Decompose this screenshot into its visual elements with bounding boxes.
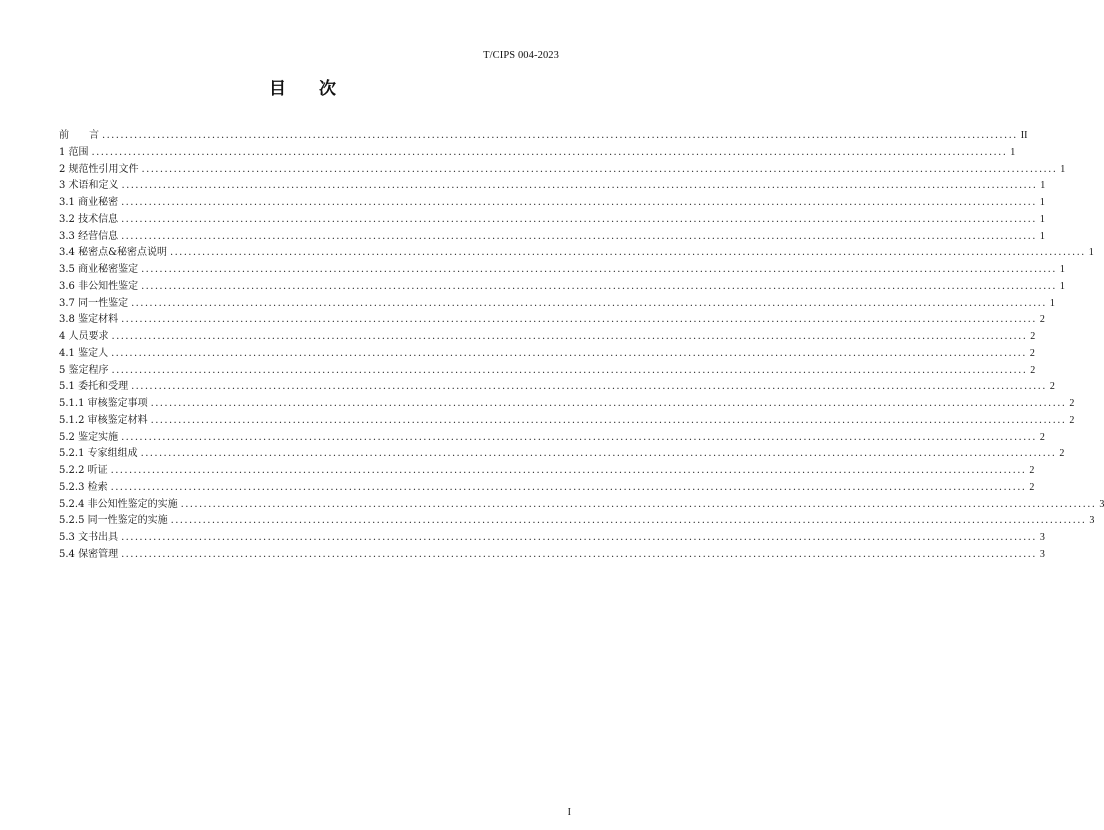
toc-entry-label: 2 规范性引用文件 xyxy=(59,163,139,175)
toc-leader-dots: ........................................................................................................................................................................................................ xyxy=(111,364,1028,376)
toc-leader-dots: ........................................................................................................................................................................................................ xyxy=(170,515,1087,527)
toc-entry-label: 5.1 委托和受理 xyxy=(59,381,129,393)
toc-entry[interactable] xyxy=(59,162,1066,179)
toc-entry-page: 2 xyxy=(1029,481,1035,493)
toc-entry[interactable] xyxy=(59,513,1095,530)
toc-entry-label: 前 言 xyxy=(59,130,99,141)
toc-entry-page: 1 xyxy=(1060,163,1066,175)
toc-entry-page: 2 xyxy=(1029,347,1035,359)
toc-entry-label: 5.3 文书出具 xyxy=(59,532,119,543)
toc-entry-label: 3.5 商业秘密鉴定 xyxy=(59,264,139,275)
toc-entry-label: 5.2.2 听证 xyxy=(59,465,108,476)
toc-entry[interactable] xyxy=(59,178,1046,195)
toc-entry-page: 2 xyxy=(1030,364,1036,376)
toc-leader-dots: ........................................................................................................................................................................................................ xyxy=(121,197,1037,208)
toc-title-right: 次 xyxy=(319,79,336,99)
toc-title-left: 目 xyxy=(269,79,286,99)
toc-leader-dots: ........................................................................................................................................................................................................ xyxy=(141,264,1057,275)
toc-leader-dots: ........................................................................................................................................................................................................ xyxy=(121,532,1037,543)
toc-entry-page: 2 xyxy=(1039,314,1045,326)
toc-leader-dots: ........................................................................................................................................................................................................ xyxy=(121,180,1038,192)
toc-entry[interactable] xyxy=(59,446,1065,463)
toc-entry-page: 2 xyxy=(1029,465,1035,476)
toc-leader-dots: ........................................................................................................................................................................................................ xyxy=(150,398,1067,409)
toc-entry[interactable] xyxy=(59,296,1055,313)
toc-entry[interactable] xyxy=(59,463,1035,480)
toc-entry[interactable] xyxy=(59,245,1094,262)
toc-entry[interactable] xyxy=(59,363,1036,380)
toc-entry[interactable] xyxy=(59,413,1075,430)
toc-entry-page: 3 xyxy=(1089,515,1095,527)
toc-leader-dots: ........................................................................................................................................................................................................ xyxy=(111,347,1027,359)
toc-entry[interactable] xyxy=(59,530,1045,547)
toc-leader-dots: ........................................................................................................................................................................................................ xyxy=(121,431,1037,443)
toc-entry[interactable] xyxy=(59,145,1016,162)
toc-entry-label: 3.7 同一性鉴定 xyxy=(59,297,129,309)
toc-entry-page: 2 xyxy=(1069,398,1075,409)
toc-entry-page: II xyxy=(1020,130,1028,141)
toc-entry-page: 2 xyxy=(1059,448,1065,460)
toc-entry-page: 1 xyxy=(1049,297,1055,309)
toc-entry-page: 2 xyxy=(1039,431,1045,443)
toc-entry[interactable] xyxy=(59,128,1028,145)
toc-leader-dots: ........................................................................................................................................................................................................ xyxy=(140,448,1057,460)
toc-leader-dots: ........................................................................................................................................................................................................ xyxy=(121,230,1037,242)
toc-entry-page: 1 xyxy=(1039,230,1045,242)
page-number: I xyxy=(567,807,571,818)
toc-leader-dots: ........................................................................................................................................................................................................ xyxy=(111,331,1028,342)
toc-leader-dots: ........................................................................................................................................................................................................ xyxy=(141,280,1057,292)
toc-entry-page: 1 xyxy=(1040,180,1046,192)
toc-entry-label: 3.6 非公知性鉴定 xyxy=(59,280,139,292)
toc-entry-label: 5.2.1 专家组组成 xyxy=(59,448,138,460)
toc-leader-dots: ........................................................................................................................................................................................................ xyxy=(110,481,1027,493)
table-of-contents xyxy=(59,128,1104,564)
toc-entry-label: 3.8 鉴定材料 xyxy=(59,314,119,326)
toc-entry-label: 5 鉴定程序 xyxy=(59,364,109,376)
toc-entry-label: 3.1 商业秘密 xyxy=(59,197,119,208)
toc-entry-page: 2 xyxy=(1049,381,1055,393)
toc-leader-dots: ........................................................................................................................................................................................................ xyxy=(102,130,1018,141)
toc-entry[interactable] xyxy=(59,379,1055,396)
toc-entry[interactable] xyxy=(59,262,1065,279)
toc-leader-dots: ........................................................................................................................................................................................................ xyxy=(121,548,1037,560)
toc-entry-page: 2 xyxy=(1030,331,1036,342)
toc-entry-page: 2 xyxy=(1069,414,1075,426)
toc-entry[interactable] xyxy=(59,229,1045,246)
document-code: T/CIPS 004-2023 xyxy=(483,50,559,61)
toc-entry-page: 3 xyxy=(1039,532,1045,543)
toc-entry[interactable] xyxy=(59,329,1036,346)
toc-entry-label: 3.4 秘密点&秘密点说明 xyxy=(59,247,167,259)
toc-entry-page: 1 xyxy=(1010,146,1016,158)
toc-leader-dots: ........................................................................................................................................................................................................ xyxy=(91,146,1008,158)
toc-leader-dots: ........................................................................................................................................................................................................ xyxy=(150,414,1067,426)
toc-entry[interactable] xyxy=(59,195,1045,212)
toc-entry-page: 1 xyxy=(1088,247,1094,259)
toc-leader-dots: ........................................................................................................................................................................................................ xyxy=(121,314,1037,326)
toc-entry-label: 3.3 经营信息 xyxy=(59,230,119,242)
toc-entry-page: 1 xyxy=(1039,213,1045,225)
toc-entry-page: 1 xyxy=(1059,264,1065,275)
toc-entry-label: 1 范围 xyxy=(59,146,89,158)
toc-entry[interactable] xyxy=(59,430,1045,447)
toc-title xyxy=(0,74,605,99)
toc-entry[interactable] xyxy=(59,396,1075,413)
toc-entry-page: 1 xyxy=(1059,280,1065,292)
toc-entry-label: 5.2.4 非公知性鉴定的实施 xyxy=(59,498,178,510)
toc-entry[interactable] xyxy=(59,547,1045,564)
toc-entry-label: 3.2 技术信息 xyxy=(59,213,119,225)
toc-entry-label: 4.1 鉴定人 xyxy=(59,347,109,359)
toc-leader-dots: ........................................................................................................................................................................................................ xyxy=(141,163,1058,175)
toc-leader-dots: ........................................................................................................................................................................................................ xyxy=(110,465,1027,476)
toc-leader-dots: ........................................................................................................................................................................................................ xyxy=(131,381,1047,393)
toc-entry-page: 3 xyxy=(1099,498,1104,510)
toc-leader-dots: ........................................................................................................................................................................................................ xyxy=(121,213,1037,225)
toc-entry-label: 5.2 鉴定实施 xyxy=(59,431,119,443)
toc-leader-dots: ........................................................................................................................................................................................................ xyxy=(169,247,1086,259)
toc-leader-dots: ........................................................................................................................................................................................................ xyxy=(131,297,1047,309)
toc-entry[interactable] xyxy=(59,480,1035,497)
toc-entry-label: 5.2.5 同一性鉴定的实施 xyxy=(59,515,168,527)
toc-entry-label: 5.4 保密管理 xyxy=(59,548,119,560)
toc-entry[interactable] xyxy=(59,279,1065,296)
toc-leader-dots: ........................................................................................................................................................................................................ xyxy=(180,498,1097,510)
toc-entry[interactable] xyxy=(59,346,1035,363)
toc-entry-page: 1 xyxy=(1039,197,1045,208)
toc-entry-label: 4 人员要求 xyxy=(59,331,109,342)
toc-entry[interactable] xyxy=(59,497,1104,514)
toc-entry-label: 5.2.3 检索 xyxy=(59,481,108,493)
toc-entry-label: 3 术语和定义 xyxy=(59,180,119,192)
toc-entry[interactable] xyxy=(59,212,1045,229)
toc-entry[interactable] xyxy=(59,312,1045,329)
toc-entry-label: 5.1.1 审核鉴定事项 xyxy=(59,398,148,409)
toc-entry-label: 5.1.2 审核鉴定材料 xyxy=(59,414,148,426)
toc-entry-page: 3 xyxy=(1039,548,1045,560)
